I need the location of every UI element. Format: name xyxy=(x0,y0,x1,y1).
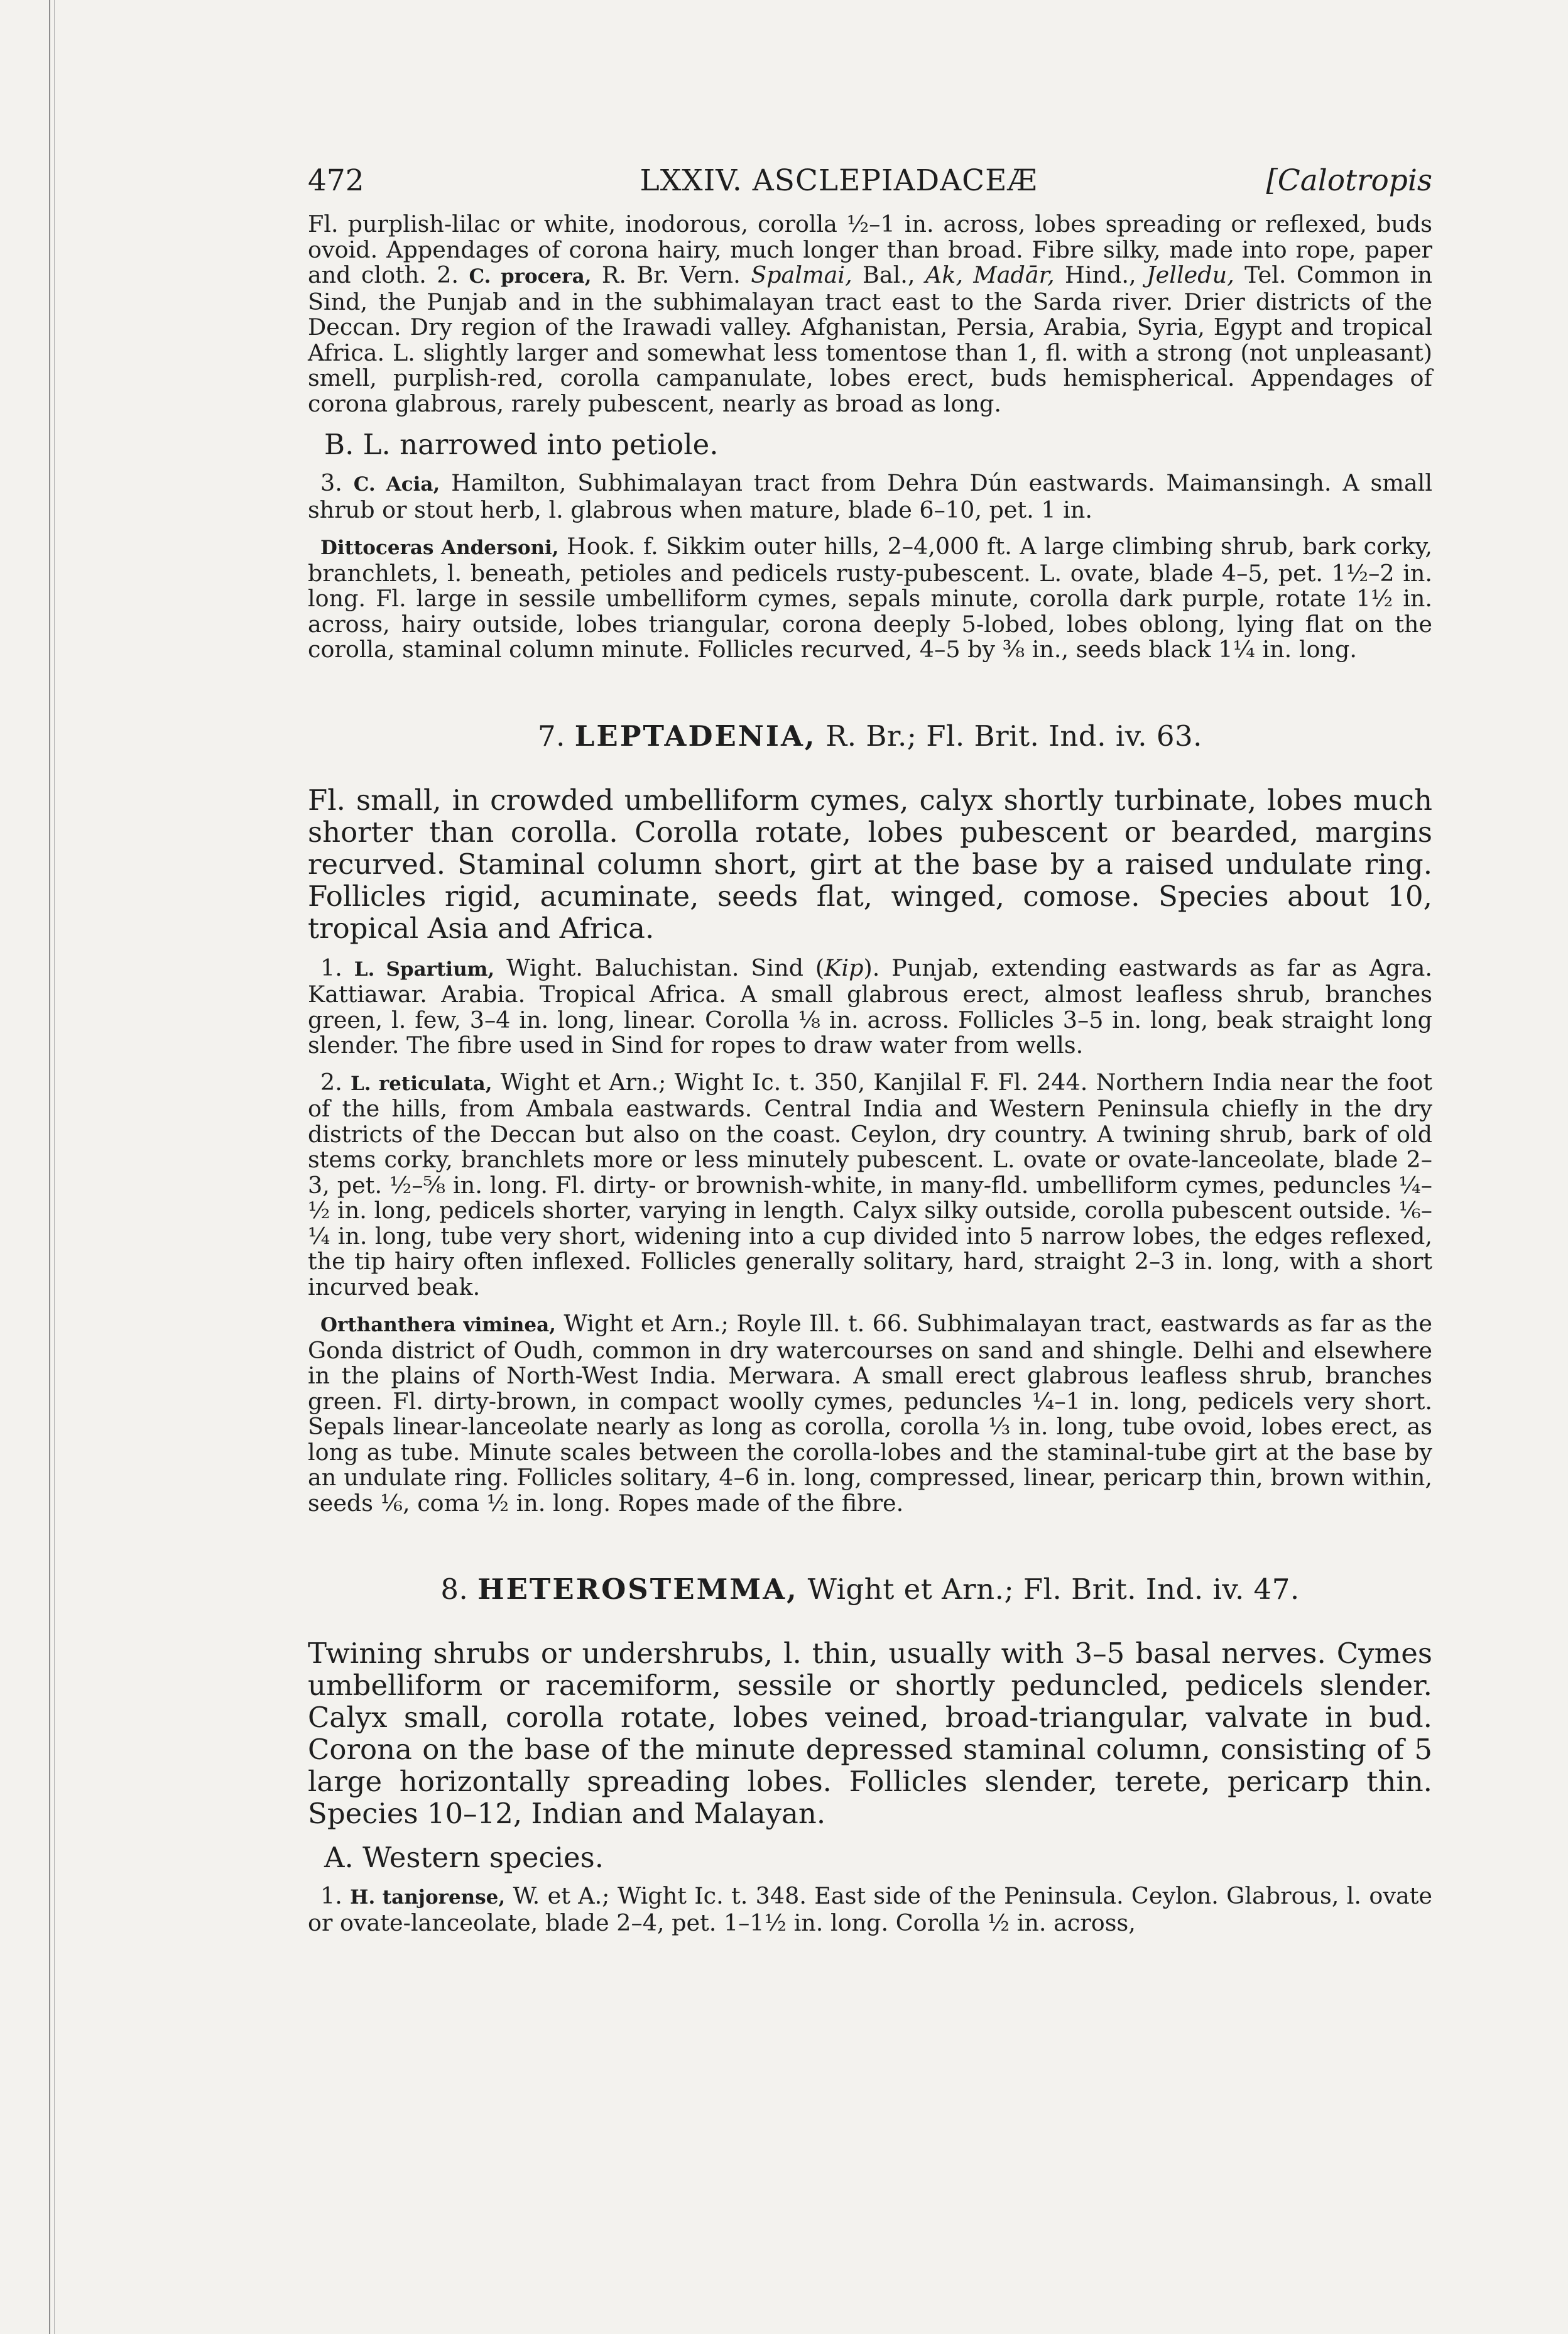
key-heading-b: B. L. narrowed into petiole. xyxy=(324,428,719,461)
species-description: Wight et Arn.; Wight Ic. t. 350, Kanjilal F. Fl. 244. Northern India near the foot of the hills, from Ambala eastwards. Central India and Western Peninsula chiefly in the dry districts of the Deccan but also on the coast. Ceylon, dry country. A twining shrub, bark of old stems corky, branchlets more or less minutely pubescent. L. ovate or ovate-lanceolate, blade 2–3, pet. ½–⅝ in. long. Fl. dirty- or brownish-white, in many-fld. umbelliform cymes, peduncles ¼–½ in. long, pedicels shorter, varying in length. Calyx silky outside, corolla pubescent outside. ⅙–¼ in. long, tube very short, widening into a cup divided into 5 narrow lobes, the edges reflexed, the tip hairy often inflexed. Follicles generally solitary, hard, straight 2–3 in. long, with a short incurved beak. xyxy=(308,1068,1433,1301)
paragraph-text: Fl. purplish-lilac or white, inodorous, corolla ½–1 in. across, lobes spreading or reflexed, buds ovoid. Appendages of corona hairy, much longer than broad. Fibre silky, made into rope, paper and cloth. xyxy=(308,210,1432,288)
species-name: Dittoceras Andersoni, xyxy=(320,537,559,559)
genus-number: 8. xyxy=(440,1573,469,1606)
species-description: Tel. Common in Sind, the Punjab and in the subhimalayan tract east to the Sarda river. Drier districts of the Deccan. Dry region of the Irawadi valley. Afghanistan, Persia, Arabia, Syria, Egypt and tropical Africa. L. slightly larger and somewhat less tomentose than 1, fl. with a strong (not unpleasant) smell, purplish-red, corolla campanulate, lobes erect, buds hemispherical. Appendages of corona glabrous, rarely pubescent, nearly as broad as long. xyxy=(308,261,1433,417)
key-heading-a: A. Western species. xyxy=(324,1841,604,1874)
vernacular-lang: Bal., xyxy=(863,261,915,288)
paragraph-dittoceras xyxy=(308,534,1432,663)
genus-reference: Wight et Arn.; Fl. Brit. Ind. iv. 47. xyxy=(807,1573,1300,1606)
genus-number: 7. xyxy=(538,719,565,753)
binding-line xyxy=(54,0,55,2334)
paragraph-leptadenia-reticulata xyxy=(308,1070,1432,1301)
paragraph-heterostemma-tanjorense xyxy=(308,1884,1432,1936)
species-name: Orthanthera viminea, xyxy=(320,1314,556,1336)
running-head: [Calotropis xyxy=(1266,163,1432,198)
binding-line xyxy=(49,0,50,2334)
page xyxy=(308,163,1432,1936)
genus-description-heterostemma: Twining shrubs or undershrubs, l. thin, usually with 3–5 basal nerves. Cymes umbelliform or racemiform, sessile or shortly peduncled, pedicels slender. Calyx small, corolla rotate, lobes veined, broad-triangular, valvate in bud. Corona on the base of the minute depressed staminal column, consisting of 5 large horizontally spreading lobes. Follicles slender, terete, pericarp thin. Species 10–12, Indian and Malayan. xyxy=(308,1637,1432,1830)
species-number: 2. xyxy=(437,261,459,288)
genus-name: HETEROSTEMMA, xyxy=(477,1573,798,1606)
species-description: ). Punjab, extending eastwards as far as Agra. Kattiawar. Arabia. Tropical Africa. A small glabrous erect, almost leafless shrub, branches green, l. few, 3–4 in. long, linear. Corolla ⅛ in. across. Follicles 3–5 in. long, beak straight long slender. The fibre used in Sind for ropes to draw water from wells. xyxy=(308,954,1432,1059)
species-number: 2. xyxy=(320,1068,342,1096)
vernacular-name: Ak, Madār, xyxy=(925,261,1055,288)
vernacular-lang: Hind., xyxy=(1065,261,1136,288)
genus-heading-leptadenia xyxy=(308,719,1432,753)
species-authority: R. Br. xyxy=(601,261,670,288)
species-name: L. Spartium, xyxy=(354,957,495,981)
paragraph-calotropis-acia xyxy=(308,471,1432,523)
species-name: C. procera, xyxy=(469,265,592,288)
genus-name: LEPTADENIA, xyxy=(574,719,817,753)
species-description: W. et A.; Wight Ic. t. 348. East side of the Peninsula. Ceylon. Glabrous, l. ovate or ovate-lanceolate, blade 2–4, pet. 1–1½ in. long. Corolla ½ in. across, xyxy=(308,1882,1432,1936)
paragraph-calotropis-gigantea xyxy=(308,212,1432,417)
chapter-title: LXXIV. ASCLEPIADACEÆ xyxy=(640,163,1038,198)
species-name: H. tanjorense, xyxy=(350,1886,506,1909)
species-description: Wight et Arn.; Royle Ill. t. 66. Subhimalayan tract, eastwards as far as the Gonda district of Oudh, common in dry watercourses on sand and shingle. Delhi and elsewhere in the plains of North-West India. Merwara. A small erect glabrous leafless shrub, branches green. Fl. dirty-brown, in compact woolly cymes, peduncles ¼–1 in. long, pedicels very short. Sepals linear-lanceolate nearly as long as corolla, corolla ⅓ in. long, tube ovoid, lobes erect, as long as tube. Minute scales between the corolla-lobes and the staminal-tube girt at the base by an undulate ring. Follicles solitary, 4–6 in. long, compressed, linear, pericarp thin, brown within, seeds ⅙, coma ½ in. long. Ropes made of the fibre. xyxy=(308,1310,1432,1517)
species-number: 3. xyxy=(320,469,342,496)
genus-reference: R. Br.; Fl. Brit. Ind. iv. 63. xyxy=(825,719,1202,753)
species-name: L. reticulata, xyxy=(350,1072,493,1095)
page-number: 472 xyxy=(308,163,364,198)
species-number: 1. xyxy=(320,1882,342,1909)
species-description: Hamilton, Subhimalayan tract from Dehra Dún eastwards. Maimansingh. A small shrub or stout herb, l. glabrous when mature, blade 6–10, pet. 1 in. xyxy=(308,469,1432,523)
vernacular-name: Jelledu, xyxy=(1146,261,1234,288)
genus-description-leptadenia: Fl. small, in crowded umbelliform cymes, calyx shortly turbinate, lobes much shorter than corolla. Corolla rotate, lobes pubescent or bearded, margins recurved. Staminal column short, girt at the base by a raised undulate ring. Follicles rigid, acuminate, seeds flat, winged, comose. Species about 10, tropical Asia and Africa. xyxy=(308,783,1432,945)
paragraph-orthanthera xyxy=(308,1311,1432,1516)
species-text: Wight. Baluchistan. Sind ( xyxy=(506,954,825,981)
species-name: C. Acia, xyxy=(353,473,440,496)
vernacular-name: Spalmai, xyxy=(751,261,852,288)
paragraph-leptadenia-spartium xyxy=(308,956,1432,1059)
vernacular-label: Vern. xyxy=(679,261,741,288)
species-number: 1. xyxy=(320,954,342,981)
species-description: Hook. f. Sikkim outer hills, 2–4,000 ft. A large climbing shrub, bark corky, branchlets, l. beneath, petioles and pedicels rusty-pubescent. L. ovate, blade 4–5, pet. 1½–2 in. long. Fl. large in sessile umbelliform cymes, sepals minute, corolla dark purple, rotate 1½ in. across, hairy outside, lobes triangular, corona deeply 5-lobed, lobes oblong, lying flat on the corolla, staminal column minute. Follicles recurved, 4–5 by ⅜ in., seeds black 1¼ in. long. xyxy=(308,533,1432,663)
collector-name: Kip xyxy=(824,954,864,981)
page-header xyxy=(308,163,1432,198)
genus-heading-heterostemma xyxy=(308,1573,1432,1606)
